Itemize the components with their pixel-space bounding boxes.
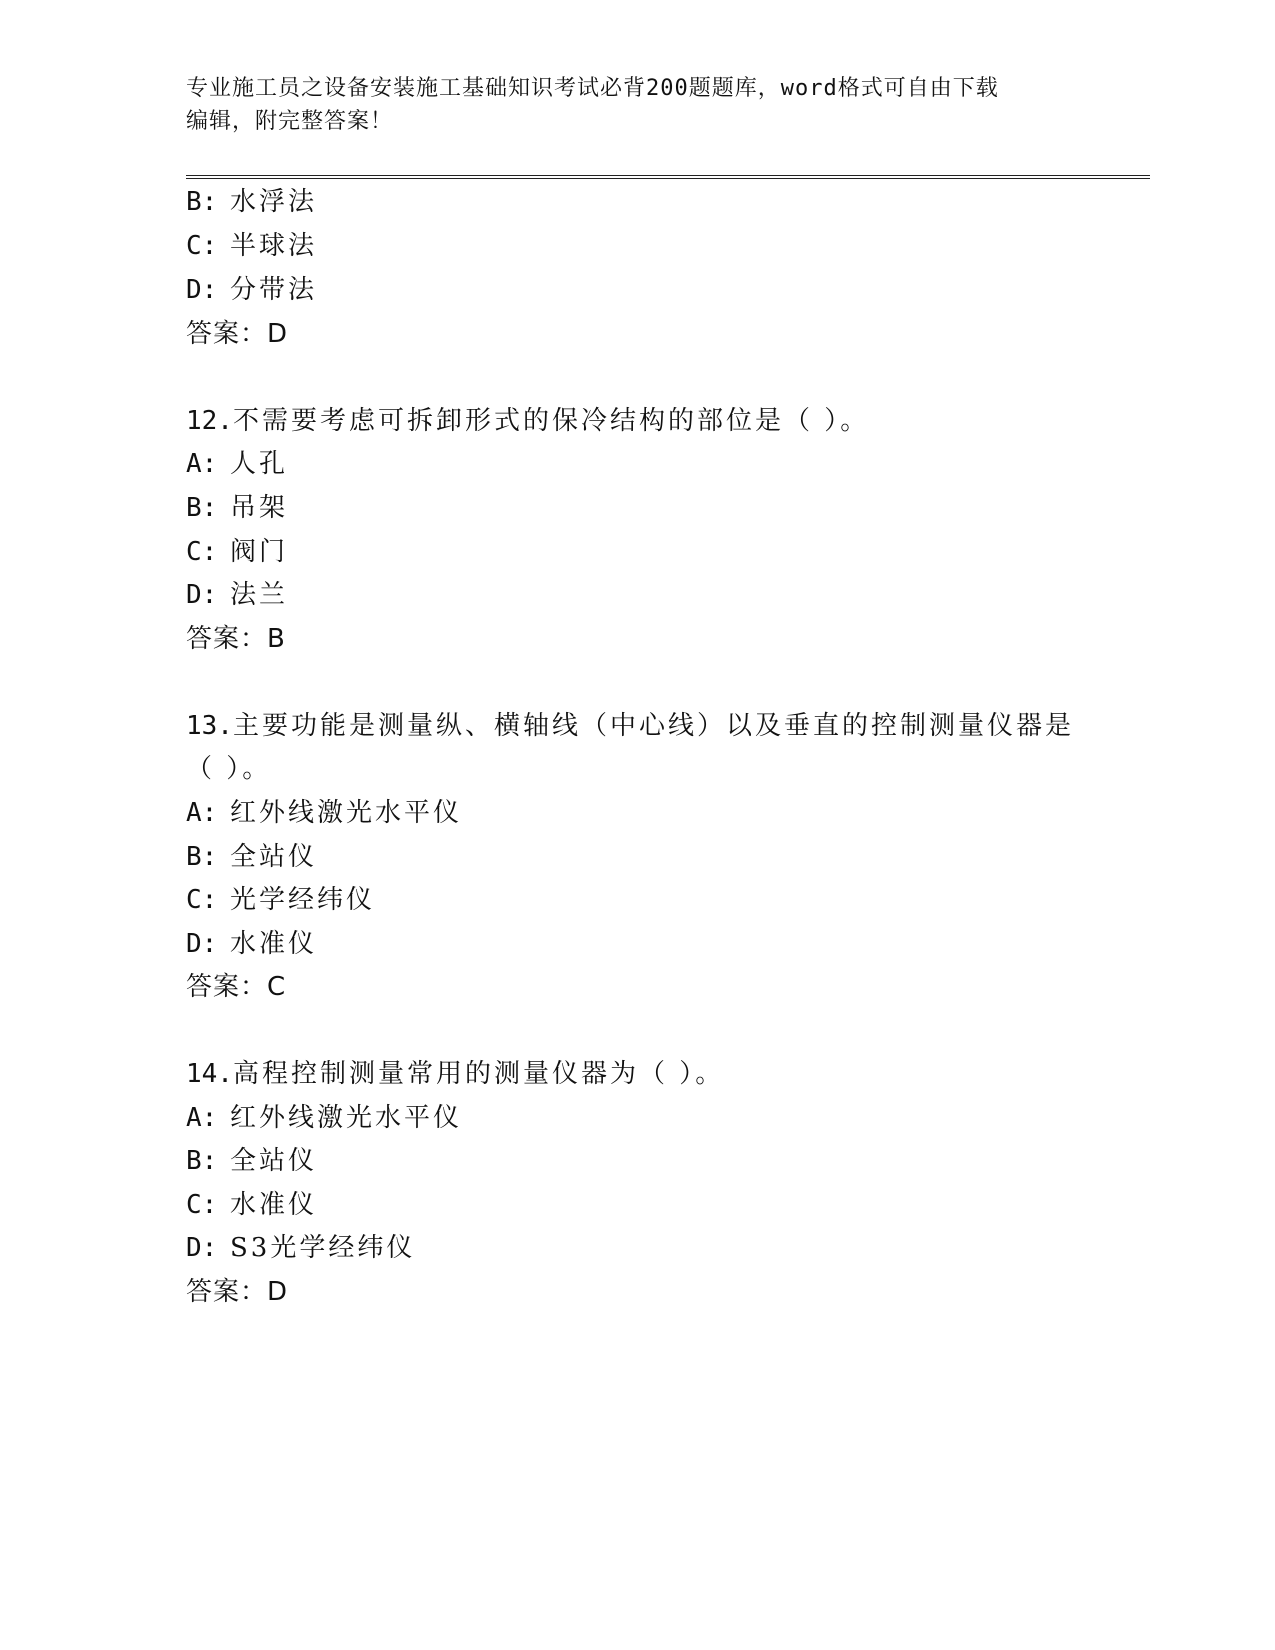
page-header: [186, 72, 1076, 138]
q13-option-b: B: 全站仪: [186, 842, 318, 872]
q13-answer: 答案：C: [186, 972, 287, 1002]
header-divider: [186, 175, 1150, 179]
q14-answer: 答案：D: [186, 1277, 289, 1307]
q12-option-a: A: 人孔: [186, 449, 289, 479]
option-c: C: 半球法: [186, 231, 318, 261]
option-b: B: 水浮法: [186, 187, 318, 217]
q14-option-a: A: 红外线激光水平仪: [186, 1103, 463, 1133]
option-d: D: 分带法: [186, 275, 318, 305]
question-13-stem: 13.主要功能是测量纵、横轴线（中心线）以及垂直的控制测量仪器是: [186, 711, 1074, 741]
page-title-line-2: 编辑，附完整答案！: [186, 109, 394, 134]
q12-option-b: B: 吊架: [186, 493, 289, 523]
page-title-line-1: 专业施工员之设备安装施工基础知识考试必背200题题库，word格式可自由下载: [186, 76, 999, 101]
question-12-stem: 12.不需要考虑可拆卸形式的保冷结构的部位是（ ）。: [186, 406, 870, 436]
question-13-stem-cont: （ ）。: [186, 754, 272, 784]
q13-option-c: C: 光学经纬仪: [186, 885, 376, 915]
q14-option-d: D: S3光学经纬仪: [186, 1233, 416, 1263]
q13-option-a: A: 红外线激光水平仪: [186, 798, 463, 828]
q14-option-c: C: 水准仪: [186, 1190, 318, 1220]
answer-line: 答案：D: [186, 319, 289, 349]
question-14-stem: 14.高程控制测量常用的测量仪器为（ ）。: [186, 1059, 725, 1089]
q12-answer: 答案：B: [186, 624, 286, 654]
q12-option-c: C: 阀门: [186, 537, 289, 567]
q13-option-d: D: 水准仪: [186, 929, 318, 959]
q12-option-d: D: 法兰: [186, 580, 289, 610]
q14-option-b: B: 全站仪: [186, 1146, 318, 1176]
